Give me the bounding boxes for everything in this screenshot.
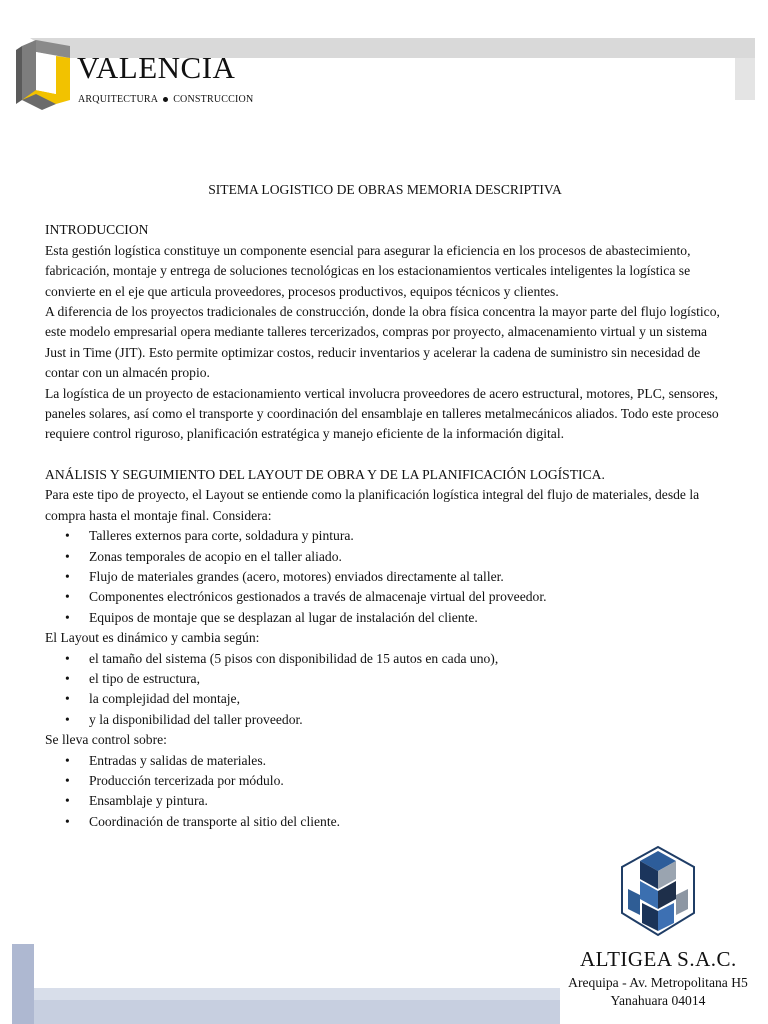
bullet: • (65, 568, 70, 584)
tagline-left: ARQUITECTURA (78, 94, 159, 105)
bullet: • (65, 691, 70, 707)
list-item-text: Coordinación de transporte al sitio del cliente. (89, 813, 341, 829)
list-item (45, 547, 725, 567)
paragraph: La logística de un proyecto de estacionamiento vertical involucra proveedores de acero estructural, motores, PLC, sensores, paneles solares, así como el transporte y coordinación del ensamblaje en talleres metalmecánicos aliados. Todo este proceso requiere control riguroso, planificación estratégica y manejo eficiente de la información digital. (45, 385, 719, 442)
section-heading-analisis: ANÁLISIS Y SEGUIMIENTO DEL LAYOUT DE OBRA Y DE LA PLANIFICACIÓN LOGÍSTICA. (45, 466, 605, 482)
list-item (45, 526, 725, 546)
bullet: • (65, 752, 70, 768)
list-item (45, 669, 725, 689)
layout-list (45, 649, 725, 731)
list-item-text: y la disponibilidad del taller proveedor. (89, 711, 303, 727)
list-item (45, 771, 725, 791)
document-title: SITEMA LOGISTICO DE OBRAS MEMORIA DESCRIPTIVA (208, 182, 562, 197)
brand-tagline (78, 94, 253, 105)
bullet: • (65, 528, 70, 544)
list-item (45, 751, 725, 771)
list-item-text: Ensamblaje y pintura. (89, 793, 208, 809)
bullet: • (65, 813, 70, 829)
company-address (565, 974, 751, 1010)
list-item-text: Entradas y salidas de materiales. (89, 752, 267, 768)
paragraph: Para este tipo de proyecto, el Layout se entiende como la planificación logística integral del flujo de materiales, desde la compra hasta el montaje final. Considera: (45, 487, 700, 523)
list-item (45, 567, 725, 587)
list-item (45, 812, 725, 832)
address-line-1: Arequipa - Av. Metropolitana H5 (568, 975, 748, 990)
bullet: • (65, 793, 70, 809)
bullet: • (65, 772, 70, 788)
list-item (45, 791, 725, 811)
tagline-right: CONSTRUCCION (173, 94, 254, 105)
bullet: • (65, 670, 70, 686)
bullet: • (65, 609, 70, 625)
tagline-dot (163, 97, 168, 102)
list-item-text: Producción tercerizada por módulo. (89, 772, 284, 788)
list-item (45, 689, 725, 709)
list-item-text: Flujo de materiales grandes (acero, motores) enviados directamente al taller. (89, 568, 504, 584)
list-item-text: el tamaño del sistema (5 pisos con disponibilidad de 15 autos en cada uno), (89, 650, 499, 666)
company-name: ALTIGEA S.A.C. (580, 947, 737, 971)
list-item-text: el tipo de estructura, (89, 670, 200, 686)
list-item-text: Zonas temporales de acopio en el taller aliado. (89, 548, 342, 564)
paragraph: Esta gestión logística constituye un componente esencial para asegurar la eficiencia en los procesos de abastecimiento, fabricación, montaje y entrega de soluciones tecnológicas en los estacionamientos verticales inteligentes la logística se convierte en el eje que articula proveedores, procesos productivos, equipos técnicos y clientes. (45, 242, 691, 299)
paragraph: Se lleva control sobre: (45, 732, 167, 748)
list-item-text: la complejidad del montaje, (89, 691, 240, 707)
list-item-text: Talleres externos para corte, soldadura y pintura. (89, 528, 354, 544)
consider-list (45, 526, 725, 628)
list-item (45, 608, 725, 628)
spacer (45, 445, 725, 465)
bullet: • (65, 650, 70, 666)
document-body (45, 180, 725, 832)
list-item-text: Equipos de montaje que se desplazan al lugar de instalación del cliente. (89, 609, 478, 625)
brand-name: VALENCIA (77, 50, 236, 85)
list-item (45, 710, 725, 730)
list-item (45, 649, 725, 669)
list-item-text: Componentes electrónicos gestionados a través de almacenaje virtual del proveedor. (89, 589, 547, 605)
valencia-logo-icon (14, 38, 72, 112)
bullet: • (65, 548, 70, 564)
bullet: • (65, 589, 70, 605)
paragraph: El Layout es dinámico y cambia según: (45, 630, 260, 646)
section-heading-introduccion: INTRODUCCION (45, 222, 149, 238)
bullet: • (65, 711, 70, 727)
control-list (45, 751, 725, 833)
address-line-2: Yanahuara 04014 (610, 993, 706, 1008)
list-item (45, 587, 725, 607)
paragraph: A diferencia de los proyectos tradicionales de construcción, donde la obra física concentra la mayor parte del flujo logístico, este modelo empresarial opera mediante talleres tercerizados, compras por proyecto, almacenamiento virtual y un sistema Just in Time (JIT). Esto permite optimizar costos, reducir inventarios y acelerar la cadena de suministro sin necesidad de contar con un almacén propio. (45, 304, 720, 381)
altigea-logo-icon (620, 845, 696, 937)
